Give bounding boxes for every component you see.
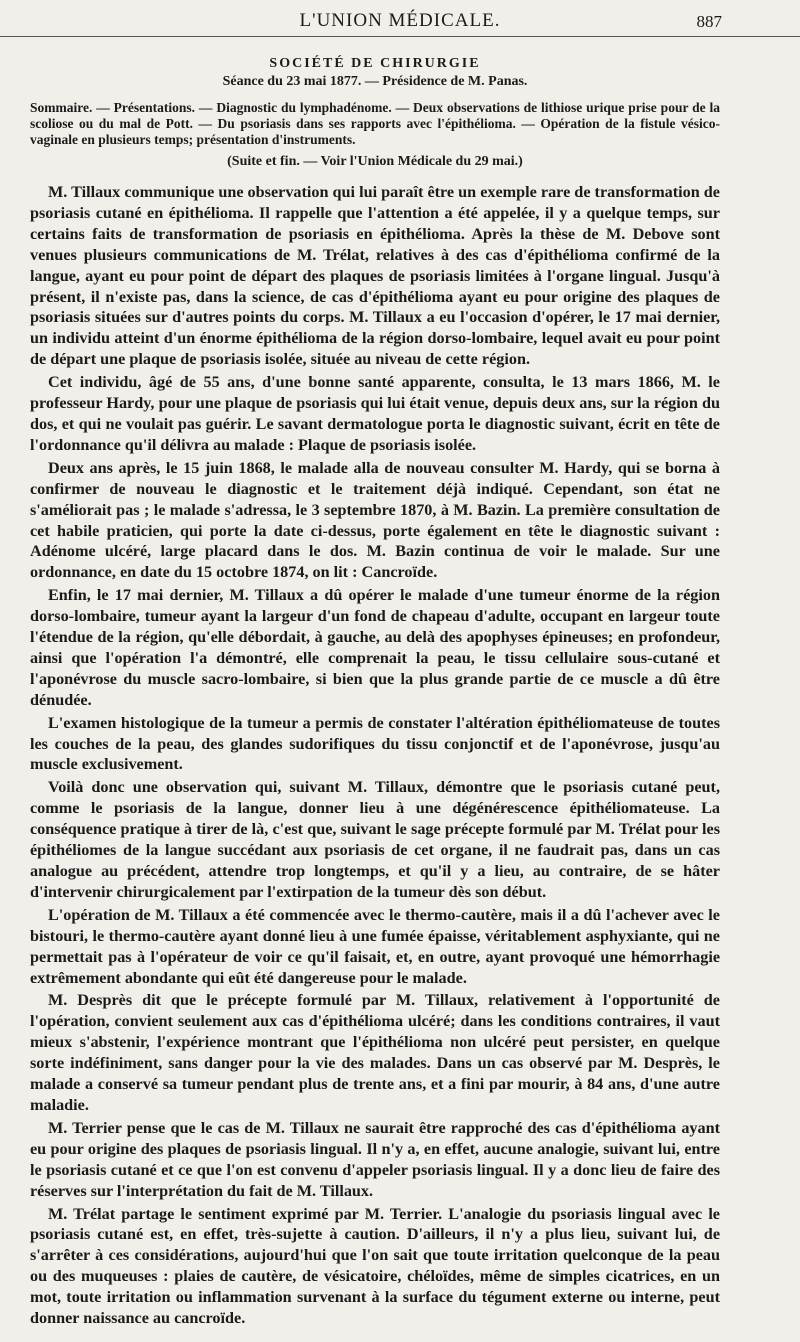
continuation-note: (Suite et fin. — Voir l'Union Médicale du 29 mai.)	[227, 154, 523, 169]
running-title: L'UNION MÉDICALE.	[299, 10, 501, 31]
paragraph: L'examen histologique de la tumeur a permis de constater l'altération épithéliomateuse de toutes les couches de la peau, des glandes sudorifiques du tissu conjonctif et de l'aponévrose, jusqu'au muscle exclusivement.	[30, 713, 720, 774]
paragraph: Enfin, le 17 mai dernier, M. Tillaux a dû opérer le malade d'une tumeur énorme de la région dorso-lombaire, tumeur ayant la largeur d'un fond de chapeau d'adulte, occupant en largeur toute l'étendue de la région, qu'elle débordait, à gauche, au delà des apophyses épineuses; en profondeur, ainsi que l'opération l'a démontré, elle comprenait la peau, le tissu cellulaire sous-cutané et l'aponévrose du muscle sacro-lombaire, si bien que la plus grande partie de ce muscle a dû être dénudée.	[30, 586, 720, 709]
paragraph: Deux ans après, le 15 juin 1868, le malade alla de nouveau consulter M. Hardy, qui se borna à confirmer de nouveau le diagnostic et le traitement déjà indiqué. Cependant, son état ne s'améliorait pas ; le malade s'adressa, le 3 septembre 1870, à M. Bazin. La première consultation de cet habile praticien, qui porte la date ci-dessus, porte également en tête le diagnostic suivant : Adénome ulcéré, large placard dans le dos. M. Bazin continua de voir le malade. Sur une ordonnance, en date du 15 octobre 1874, on lit : Cancroïde.	[30, 458, 720, 582]
paragraph: M. Tillaux communique une observation qui lui paraît être un exemple rare de transformation de psoriasis cutané en épithélioma. Il rappelle que l'attention a été appelée, il y a quelque temps, sur certains faits de transformation de psoriasis en épithélioma. Après la thèse de M. Debove sont venues plusieurs communications de M. Trélat, relatives à des cas d'épithélioma confirmé de la langue, ayant eu pour point de départ des plaques de psoriasis limitées à l'organe lingual. Jusqu'à présent, il n'existe pas, dans la science, de cas d'épithélioma ayant eu pour origine des plaques de psoriasis situées sur d'autres points du corps. M. Tillaux a eu l'occasion d'opérer, le 17 mai dernier, un individu atteint d'un énorme épithélioma de la région dorso-lombaire, lequel avait eu pour point de départ une plaque de psoriasis isolée, située au niveau de cette région.	[30, 183, 720, 369]
paragraph: M. Desprès dit que le précepte formulé par M. Tillaux, relativement à l'opportunité de l'opération, convient seulement aux cas d'épithélioma ulcéré; dans les conditions contraires, il vaut mieux s'abstenir, l'expérience montrant que l'épithélioma non ulcéré peut persister, en quelque sorte indéfiniment, sans danger pour la vie des malades. Dans un cas observé par M. Desprès, le malade a conservé sa tumeur pendant plus de trente ans, et a fini par mourir, à 84 ans, d'une autre maladie.	[30, 991, 720, 1114]
paragraph: M. Trélat partage le sentiment exprimé par M. Terrier. L'analogie du psoriasis lingual avec le psoriasis cutané est, en effet, très-sujette à caution. D'ailleurs, il n'y a plus lieu, suivant lui, de s'arrêter à ces considérations, aujourd'hui que l'on sait que toute irritation quelconque de la peau ou des muqueuses : plaies de cautère, de vésicatoire, chéloïdes, même de simples cicatrices, en un mot, toute irritation ou inflammation survenant à la surface du tégument externe ou interne, peut donner naissance au cancroïde.	[30, 1204, 720, 1328]
article-body	[30, 182, 720, 1329]
paragraph: M. Terrier pense que le cas de M. Tillaux ne saurait être rapproché des cas d'épithélioma ayant eu pour origine des plaques de psoriasis lingual. Il n'y a, en effet, aucune analogie, suivant lui, entre le psoriasis cutané et ce que l'on est convenu d'appeler psoriasis lingual. Il y a donc lieu de faire des réserves sur l'interprétation du fait de M. Tillaux.	[30, 1118, 720, 1200]
paragraph: Cet individu, âgé de 55 ans, d'une bonne santé apparente, consulta, le 13 mars 1866, M. le professeur Hardy, pour une plaque de psoriasis qui lui était venue, depuis deux ans, sur la région du dos, et qui ne voulait pas guérir. Le savant dermatologue porta le diagnostic suivant, écrit en tête de l'ordonnance qu'il délivra au malade : Plaque de psoriasis isolée.	[30, 373, 720, 454]
running-head	[0, 8, 800, 37]
paragraph: L'opération de M. Tillaux a été commencée avec le thermo-cautère, mais il a dû l'achever avec le bistouri, le thermo-cautère ayant donné lieu à une fumée épaisse, véritablement asphyxiante, qui ne permettait pas à l'opérateur de voir ce qu'il faisait, et, en outre, ayant provoqué une hémorrhagie extrêmement abondante qui eût été dangereuse pour le malade.	[30, 905, 720, 987]
page-number: 887	[696, 12, 722, 31]
article	[30, 56, 720, 1329]
paragraph: Voilà donc une observation qui, suivant M. Tillaux, démontre que le psoriasis cutané peut, comme le psoriasis de la langue, donner lieu à une dégénérescence épithéliomateuse. La conséquence pratique à tirer de là, c'est que, suivant le sage précepte formulé par M. Trélat pour les épithéliomes de la langue succédant aux psoriasis de cet organe, il ne faudrait pas, dans un cas analogue au précédent, attendre trop longtemps, et qu'il y a lieu, au contraire, de se hâter d'intervenir chirurgicalement par l'extirpation de la tumeur dès son début.	[30, 778, 720, 901]
session-line: Séance du 23 mai 1877. — Présidence de M. Panas.	[222, 74, 528, 89]
section-heading: SOCIÉTÉ DE CHIRURGIE	[269, 56, 481, 71]
summary: Sommaire. — Présentations. — Diagnostic du lymphadénome. — Deux observations de lithiose urique prise pour de la scoliose ou du mal de Pott. — Du psoriasis dans ses rapports avec l'épithélioma. — Opération de la fistule vésico-vaginale en plusieurs temps; présentation d'instruments.	[30, 100, 720, 147]
